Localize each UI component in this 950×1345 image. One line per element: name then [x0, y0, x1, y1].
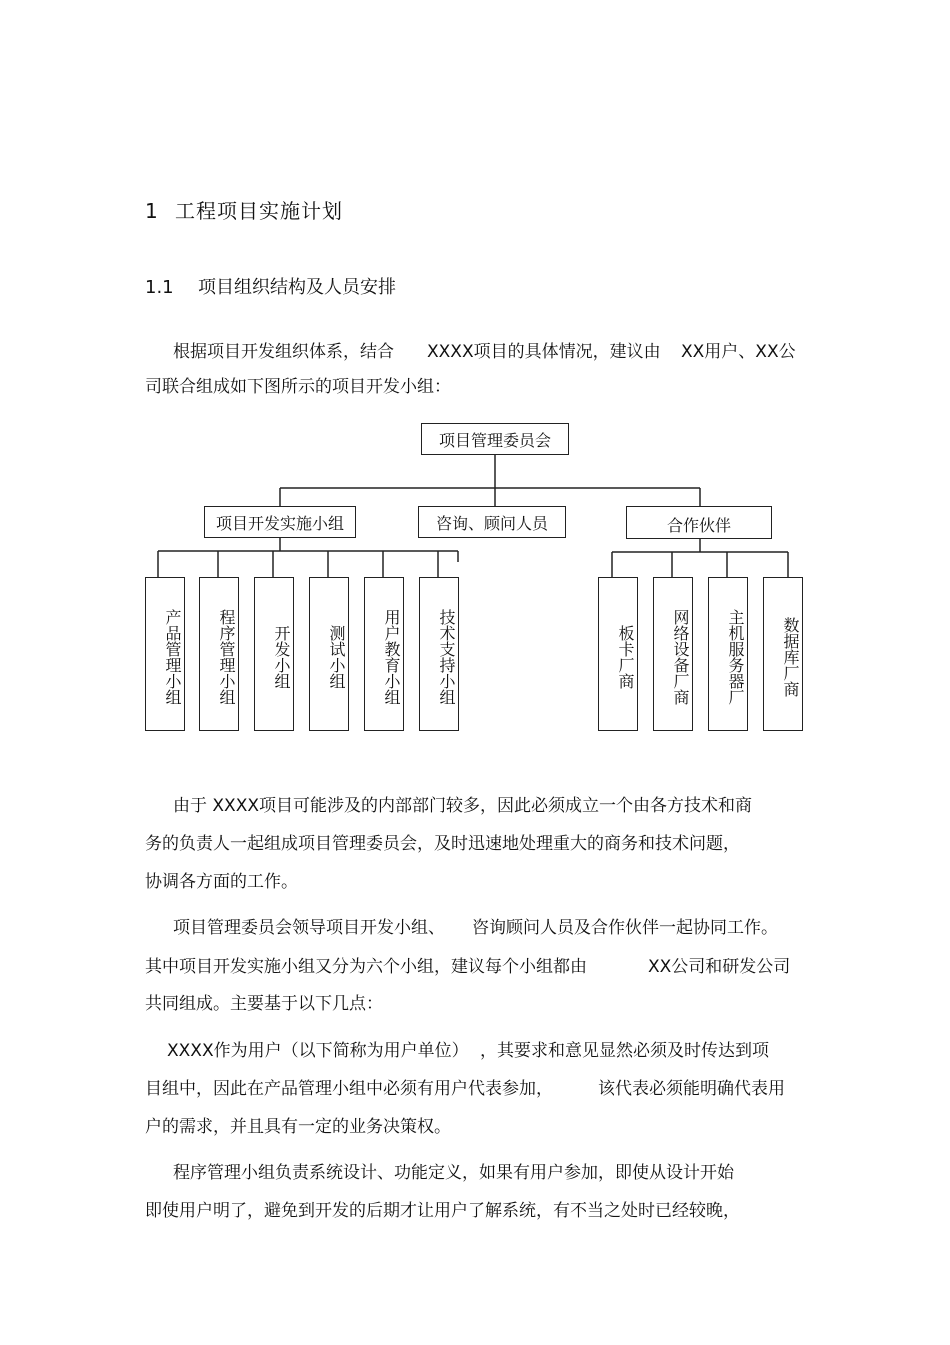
para2-line1a: 项目管理委员会领导项目开发小组、: [173, 918, 445, 938]
intro-text-1b: XXXX项目的具体情况，建议由: [427, 342, 661, 362]
org-group-test: 测试小组: [309, 577, 349, 731]
para1-line2: 务的负责人一起组成项目管理委员会，及时迅速地处理重大的商务和技术问题，: [145, 834, 740, 854]
para3-line1a: XXXX作为用户（以下简称为用户单位）: [167, 1041, 469, 1061]
intro-text-2: 司联合组成如下图所示的项目开发小组：: [145, 377, 451, 397]
org-group-program: 程序管理小组: [199, 577, 239, 731]
org-group-user-edu: 用户教育小组: [364, 577, 404, 731]
org-partner-server: 主机服务器厂: [708, 577, 748, 731]
intro-text-1a: 根据项目开发组织体系，结合: [173, 342, 394, 362]
para3-line2a: 目组中，因此在产品管理小组中必须有用户代表参加，: [145, 1079, 553, 1099]
org-branch-partners: 合作伙伴: [626, 506, 772, 539]
org-partner-database: 数据库厂商: [763, 577, 803, 731]
org-group-tech-support: 技术支持小组: [419, 577, 459, 731]
para1-line3: 协调各方面的工作。: [145, 872, 298, 892]
section-number: 1.1: [145, 277, 174, 298]
para3-line1b: ，其要求和意见显然必须及时传达到项: [480, 1041, 769, 1061]
para3-line2b: 该代表必须能明确代表用: [598, 1079, 785, 1099]
para2-line3: 共同组成。主要基于以下几点：: [145, 994, 383, 1014]
org-branch-consult: 咨询、顾问人员: [418, 506, 566, 538]
page-title: 工程项目实施计划: [175, 199, 343, 223]
section-title: 项目组织结构及人员安排: [198, 277, 396, 298]
para2-line2a: 其中项目开发实施小组又分为六个小组，建议每个小组都由: [145, 957, 587, 977]
org-group-dev: 开发小组: [254, 577, 294, 731]
org-partner-board: 板卡厂商: [598, 577, 638, 731]
org-root-box: 项目管理委员会: [421, 423, 569, 455]
org-group-product: 产品管理小组: [145, 577, 185, 731]
para1-line1: 由于 XXXX项目可能涉及的内部部门较多，因此必须成立一个由各方技术和商: [173, 796, 752, 816]
para2-line1b: 咨询顾问人员及合作伙伴一起协同工作。: [472, 918, 778, 938]
org-branch-dev: 项目开发实施小组: [204, 506, 356, 538]
heading-number: 1: [145, 199, 158, 223]
para4-line1: 程序管理小组负责系统设计、功能定义，如果有用户参加，即使从设计开始: [173, 1163, 734, 1183]
para2-line2b: XX公司和研发公司: [648, 957, 791, 977]
org-partner-network: 网络设备厂商: [653, 577, 693, 731]
intro-text-1c: XX用户、XX公: [681, 342, 796, 362]
para3-line3: 户的需求，并且具有一定的业务决策权。: [145, 1117, 451, 1137]
para4-line2: 即使用户明了，避免到开发的后期才让用户了解系统，有不当之处时已经较晚，: [145, 1201, 740, 1221]
